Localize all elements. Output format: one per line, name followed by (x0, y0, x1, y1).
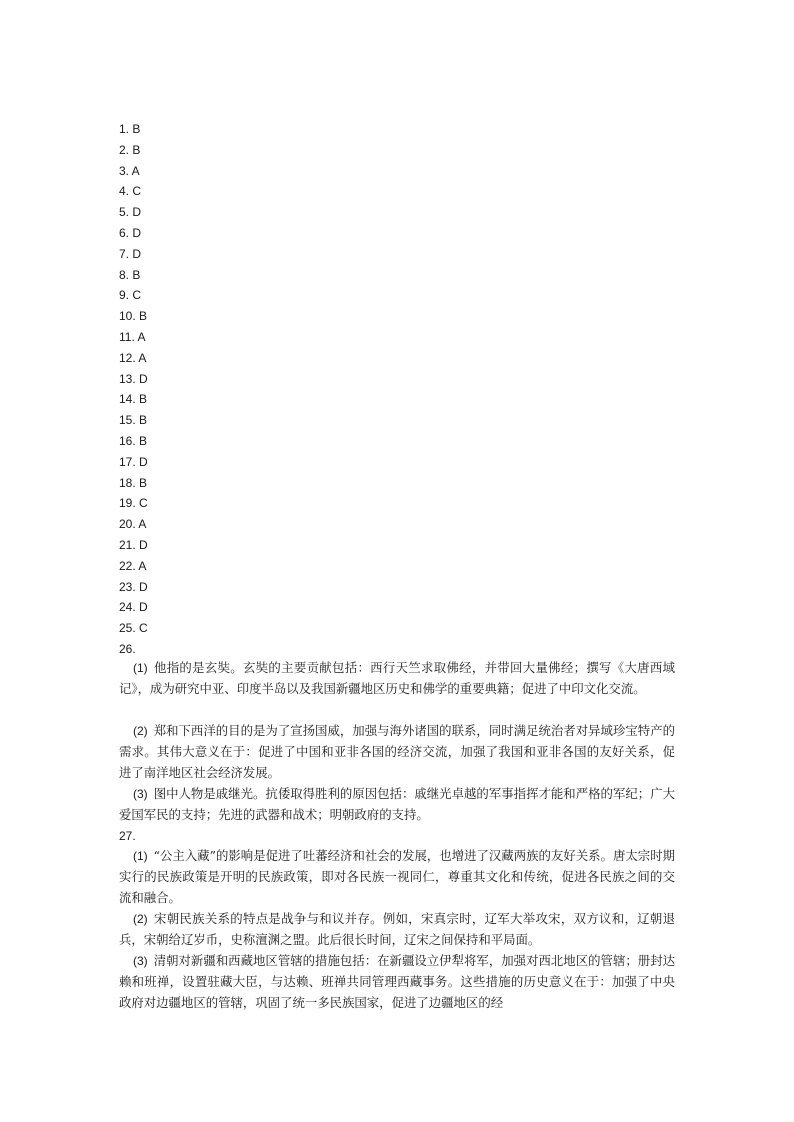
answer-3: 3. A (119, 163, 140, 178)
answer-11: 11. A (119, 329, 146, 344)
answer-9: 9. C (119, 288, 142, 303)
item-text: 宋朝民族关系的特点是战争与和议并存。例如，宋真宗时，辽军大举攻宋，双方议和，辽朝退兵，宋朝给辽岁币，史称澶渊之盟。此后很长时间，辽宋之间保持和平局面。 (119, 911, 675, 947)
item-text: 郑和下西洋的目的是为了宣扬国威，加强与海外诸国的联系，同时满足统治者对异域珍宝特产的需求。其伟大意义在于：促进了中国和亚非各国的经济交流，加强了我国和亚非各国的友好关系，促进了南洋地区社会经济发展。 (119, 723, 675, 780)
q27-answer-1 (119, 846, 675, 909)
answer-24: 24. D (119, 600, 148, 615)
answer-22: 22. A (119, 558, 147, 573)
q27-answer-2 (119, 909, 675, 951)
item-text: 清朝对新疆和西藏地区管辖的措施包括：在新疆设立伊犁将军，加强对西北地区的管辖；册封达赖和班禅，设置驻藏大臣，与达赖、班禅共同管理西藏事务。这些措施的历史意义在于：加强了中央政府对边疆地区的管辖，巩固了统一多民族国家，促进了边疆地区的经 (119, 953, 675, 1010)
item-text: 他指的是玄奘。玄奘的主要贡献包括：西行天竺求取佛经，并带回大量佛经；撰写《大唐西域记》，成为研究中亚、印度半岛以及我国新疆地区历史和佛学的重要典籍；促进了中印文化交流。 (119, 660, 675, 696)
answer-5: 5. D (119, 205, 142, 220)
answer-25: 25. C (119, 621, 148, 636)
answer-16: 16. B (119, 433, 148, 448)
answer-21: 21. D (119, 537, 148, 552)
multiple-choice-answers (119, 119, 148, 639)
item-number: (2) (133, 912, 148, 926)
answer-12: 12. A (119, 350, 147, 365)
q26-answer-3 (119, 784, 675, 826)
item-text: 图中人物是戚继光。抗倭取得胜利的原因包括：戚继光卓越的军事指挥才能和严格的军纪；广大爱国军民的支持；先进的武器和战术；明朝政府的支持。 (119, 786, 675, 822)
answer-17: 17. D (119, 454, 148, 469)
answer-18: 18. B (119, 475, 148, 490)
answer-13: 13. D (119, 371, 148, 386)
q27-answer-3 (119, 951, 675, 1014)
item-number: (1) (133, 849, 148, 863)
answer-2: 2. B (119, 142, 141, 157)
answer-14: 14. B (119, 392, 148, 407)
question-26-label: 26. (119, 642, 136, 656)
answer-15: 15. B (119, 413, 148, 428)
item-text: “公主入藏”的影响是促进了吐蕃经济和社会的发展，也增进了汉藏两族的友好关系。唐太宗时期实行的民族政策是开明的民族政策，即对各民族一视同仁，尊重其文化和传统，促进各民族之间的交流和融合。 (119, 848, 675, 905)
answer-7: 7. D (119, 246, 142, 261)
answer-8: 8. B (119, 267, 141, 282)
item-number: (2) (133, 724, 148, 738)
answer-10: 10. B (119, 309, 148, 324)
item-number: (1) (133, 661, 148, 675)
answer-20: 20. A (119, 517, 147, 532)
question-27-label: 27. (119, 829, 136, 843)
item-number: (3) (133, 954, 148, 968)
item-number: (3) (133, 787, 148, 801)
answer-1: 1. B (119, 122, 141, 136)
answer-19: 19. C (119, 496, 148, 511)
answer-6: 6. D (119, 225, 142, 240)
q26-answer-2 (119, 721, 675, 784)
answer-4: 4. C (119, 184, 142, 199)
q26-answer-1 (119, 658, 675, 700)
answer-23: 23. D (119, 579, 148, 594)
